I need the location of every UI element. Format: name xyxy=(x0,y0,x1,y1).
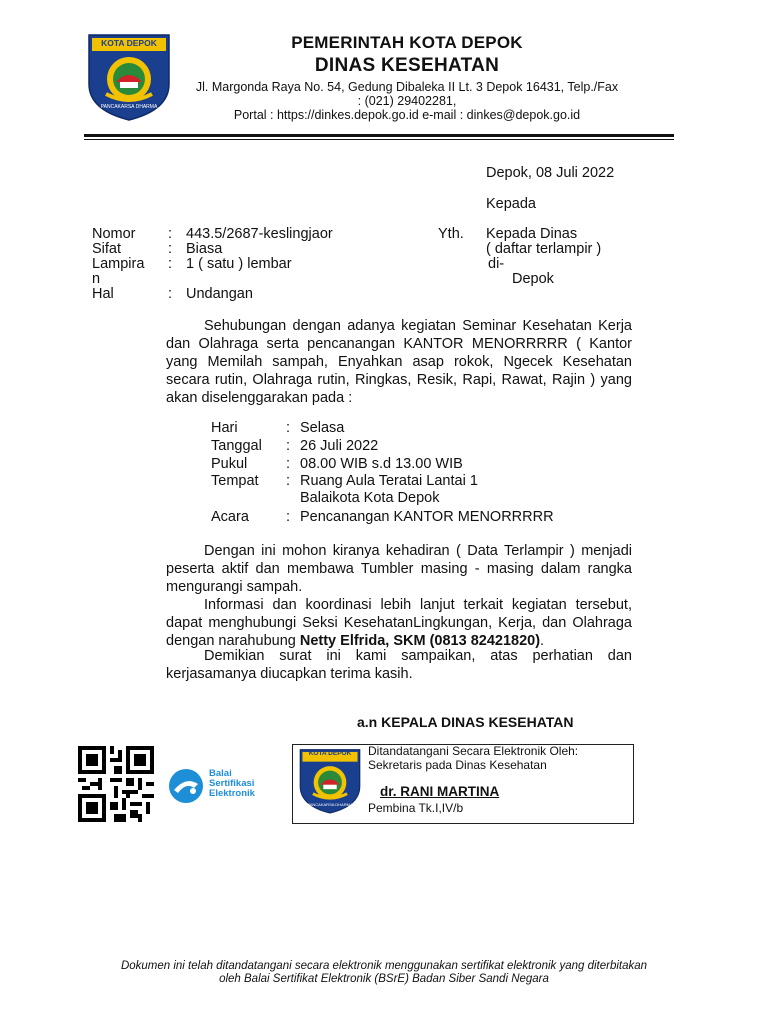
paragraph-intro: Sehubungan dengan adanya kegiatan Seminar Kesehatan Kerja dan Olahraga serta pencanangan KANTOR MENORRRRR ( Kantor yang Memilah sampah, Enyahkan asap rokok, Ngecek Kesehatan secara rutin, Olahraga rutin, Ringkas, Resik, Rapi, Rawat, Rajin ) yang akan diselenggarakan pada : xyxy=(166,318,632,406)
paragraph-attendance: Dengan ini mohon kiranya kehadiran ( Data Terlampir ) menjadi peserta aktif dan membawa Tumbler masing - masing dalam rangka mengurangi sampah. xyxy=(166,543,632,595)
schedule-label: Hari xyxy=(211,420,238,436)
meta-label: Sifat xyxy=(92,241,122,257)
recipient-line: di- xyxy=(488,256,505,272)
paragraph-closing: Demikian surat ini kami sampaikan, atas perhatian dan kerjasamanya diucapkan terima kasih. xyxy=(166,648,632,682)
meta-label: n xyxy=(92,271,101,287)
schedule-label: Pukul xyxy=(211,456,248,472)
address-line-2: : (021) 29402281, xyxy=(357,94,457,108)
header-rule-thick xyxy=(84,134,674,137)
schedule-value: Ruang Aula Teratai Lantai 1 xyxy=(300,473,478,489)
recipient-line: ( daftar terlampir ) xyxy=(486,241,602,257)
meta-colon: : xyxy=(168,286,173,302)
schedule-colon: : xyxy=(286,420,291,436)
logo-motto: PANCAKARSA DHARMA xyxy=(100,104,158,110)
meta-label: Lampira xyxy=(92,256,145,272)
signature-logo-motto: PANCAKARSA DHARMA xyxy=(307,802,353,807)
schedule-value: Pencanangan KANTOR MENORRRRR xyxy=(300,509,554,525)
meta-value: Undangan xyxy=(186,286,253,302)
header-government: PEMERINTAH KOTA DEPOK xyxy=(291,33,523,52)
meta-label: Hal xyxy=(92,286,114,302)
yth-label: Yth. xyxy=(438,226,464,242)
schedule-colon: : xyxy=(286,456,291,472)
contact-person: Netty Elfrida, SKM (0813 82421820) xyxy=(299,633,541,649)
schedule-label: Tempat xyxy=(211,473,259,489)
schedule-value: 26 Juli 2022 xyxy=(300,438,379,454)
schedule-label: Acara xyxy=(211,509,249,525)
meta-value: 1 ( satu ) lembar xyxy=(186,256,292,272)
meta-colon: : xyxy=(168,256,173,272)
footer-disclaimer: Dokumen ini telah ditandatangani secara elektronik menggunakan sertifikat elektronik yang diterbitakan oleh Balai Sertifikat Elektronik (BSrE) Badan Siber Sandi Negara xyxy=(120,960,648,985)
meta-value: 443.5/2687-keslingjaor xyxy=(186,226,333,242)
qr-code-icon xyxy=(78,746,154,822)
recipient-line: Kepada Dinas xyxy=(486,226,578,242)
signatory-name: dr. RANI MARTINA xyxy=(380,784,500,799)
address-line-3: Portal : https://dinkes.depok.go.id e-mail : dinkes@depok.go.id xyxy=(233,108,581,122)
letter-date: Depok, 08 Juli 2022 xyxy=(486,165,615,181)
meta-value: Biasa xyxy=(186,241,223,257)
bsre-logo-icon xyxy=(166,766,206,806)
schedule-colon: : xyxy=(286,509,291,525)
meta-colon: : xyxy=(168,241,173,257)
paragraph-contact: Informasi dan koordinasi lebih lanjut terkait kegiatan tersebut, dapat menghubungi Seksi KesehatanLingkungan, Kerja, dan Olahraga dengan narahubung Netty Elfrida, SKM (0813 82421820). xyxy=(166,597,632,649)
logo-label: KOTA DEPOK xyxy=(101,38,157,48)
recipient-line: Depok xyxy=(512,271,554,287)
bsre-logo-text: Balai Sertifikasi Elektronik xyxy=(209,768,255,799)
schedule-value: 08.00 WIB s.d 13.00 WIB xyxy=(300,456,463,472)
header-rule-thin xyxy=(84,139,674,140)
kepada-label: Kepada xyxy=(486,196,536,212)
signature-title: a.n KEPALA DINAS KESEHATAN xyxy=(357,714,574,730)
schedule-colon: : xyxy=(286,473,291,489)
schedule-value: Balaikota Kota Depok xyxy=(300,490,440,506)
schedule-colon: : xyxy=(286,438,291,454)
address-line-1: Jl. Margonda Raya No. 54, Gedung Dibaleka II Lt. 3 Depok 16431, Telp./Fax xyxy=(195,80,619,94)
e-signed-by: Ditandatangani Secara Elektronik Oleh: Sekretaris pada Dinas Kesehatan xyxy=(368,744,579,772)
schedule-label: Tanggal xyxy=(211,438,262,454)
header-address xyxy=(170,80,644,122)
signature-logo-label: KOTA DEPOK xyxy=(308,750,352,757)
meta-label: Nomor xyxy=(92,226,136,242)
header-agency: DINAS KESEHATAN xyxy=(314,55,500,76)
meta-colon: : xyxy=(168,226,173,242)
schedule-value: Selasa xyxy=(300,420,345,436)
signatory-rank: Pembina Tk.I,IV/b xyxy=(368,801,464,815)
